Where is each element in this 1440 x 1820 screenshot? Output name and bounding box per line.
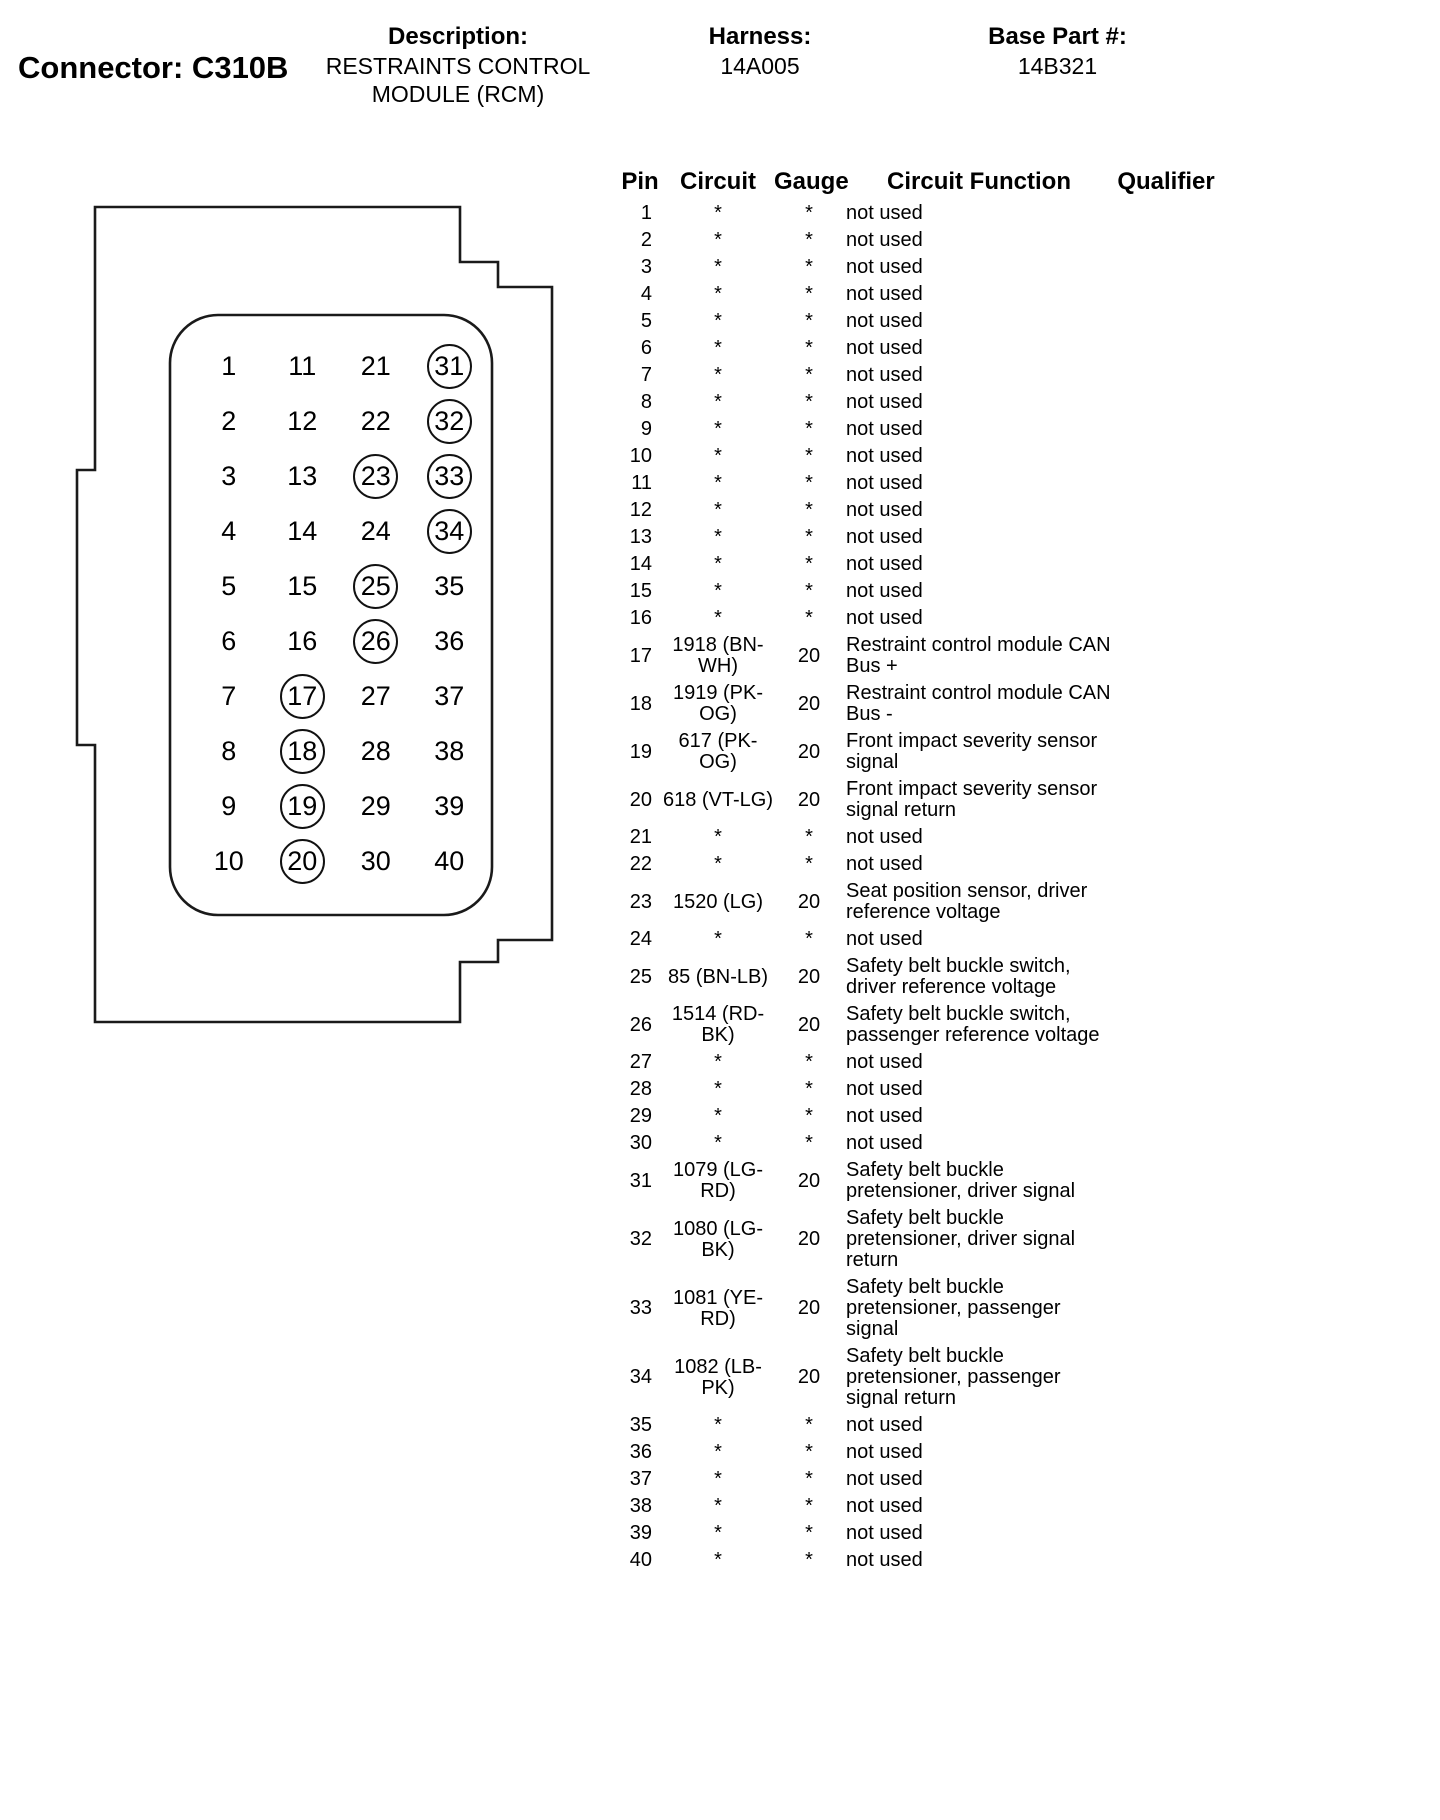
cell-function: Safety belt buckle pretensioner, driver signal	[846, 1159, 1076, 1202]
table-row	[618, 470, 1218, 497]
cell-circuit: *	[714, 826, 722, 848]
cell-gauge: *	[805, 1441, 813, 1463]
cell-gauge: *	[805, 472, 813, 494]
pin-cell	[339, 559, 413, 614]
cell-function: not used	[846, 553, 923, 575]
connector-pin-36: 36	[434, 626, 465, 656]
connector-pin-27: 27	[360, 681, 391, 711]
cell-function: not used	[846, 229, 923, 251]
pin-cell	[339, 779, 413, 834]
connector-pin-1: 1	[221, 351, 237, 381]
table-row	[618, 308, 1218, 335]
connector-pin-25: 25	[353, 564, 398, 609]
cell-pin: 20	[629, 788, 652, 811]
cell-pin: 28	[629, 1078, 652, 1100]
description-label: Description:	[387, 23, 528, 50]
cell-circuit: 617 (PK-OG)	[678, 730, 758, 773]
cell-function: not used	[846, 1468, 923, 1490]
cell-pin: 39	[629, 1522, 652, 1544]
table-row	[618, 281, 1218, 308]
pin-cell	[192, 339, 266, 394]
cell-pin: 8	[640, 391, 652, 413]
cell-gauge: *	[805, 256, 813, 278]
cell-function: not used	[846, 364, 923, 386]
connector-title: Connector: C310B	[18, 50, 289, 85]
cell-gauge: *	[805, 418, 813, 440]
cell-function: not used	[846, 1522, 923, 1544]
cell-function: not used	[846, 853, 923, 875]
table-row	[618, 497, 1218, 524]
connector-pin-10: 10	[213, 846, 244, 876]
table-row	[618, 254, 1218, 281]
cell-pin: 37	[629, 1468, 652, 1490]
pin-cell	[339, 724, 413, 779]
base-part-label: Base Part #:	[988, 23, 1127, 50]
table-row	[618, 1520, 1218, 1547]
table-row	[618, 551, 1218, 578]
harness-block	[660, 22, 860, 80]
pin-cell	[413, 449, 487, 504]
connector-pin-21: 21	[360, 351, 391, 381]
cell-function: Safety belt buckle pretensioner, passenger signal	[846, 1276, 1061, 1340]
cell-gauge: 20	[797, 1169, 821, 1192]
cell-function: Safety belt buckle switch, driver reference voltage	[846, 955, 1071, 998]
table-row	[618, 605, 1218, 632]
connector-pin-40: 40	[434, 846, 465, 876]
connector-pin-38: 38	[434, 736, 465, 766]
cell-function: not used	[846, 1441, 923, 1463]
cell-circuit: *	[714, 472, 722, 494]
connector-pin-18: 18	[280, 729, 325, 774]
cell-circuit: *	[714, 1105, 722, 1127]
connector-pin-23: 23	[353, 454, 398, 499]
connector-pin-8: 8	[221, 736, 237, 766]
connector-pin-24: 24	[360, 516, 391, 546]
harness-label: Harness:	[708, 23, 812, 50]
cell-circuit: *	[714, 1132, 722, 1154]
pin-cell	[192, 669, 266, 724]
cell-gauge: *	[805, 826, 813, 848]
pin-cell	[339, 669, 413, 724]
pin-cell	[266, 724, 340, 779]
cell-gauge: *	[805, 229, 813, 251]
cell-pin: 15	[629, 580, 652, 602]
cell-gauge: *	[805, 1549, 813, 1571]
cell-pin: 33	[629, 1297, 652, 1319]
table-row	[618, 389, 1218, 416]
table-row	[618, 1103, 1218, 1130]
table-row	[618, 824, 1218, 851]
cell-pin: 23	[629, 890, 652, 913]
table-row	[618, 1001, 1218, 1049]
connector-pin-5: 5	[221, 571, 237, 601]
header-circuit: Circuit	[679, 168, 756, 195]
pin-cell	[192, 449, 266, 504]
cell-pin: 30	[629, 1132, 652, 1154]
cell-pin: 22	[629, 853, 652, 875]
cell-circuit: *	[714, 391, 722, 413]
cell-circuit: *	[714, 580, 722, 602]
pin-cell	[266, 559, 340, 614]
cell-circuit: 1514 (RD-BK)	[671, 1003, 765, 1046]
cell-pin: 7	[640, 364, 652, 386]
cell-circuit: *	[714, 337, 722, 359]
cell-circuit: 1520 (LG)	[672, 890, 764, 913]
pin-cell	[192, 504, 266, 559]
pin-cell	[413, 614, 487, 669]
table-row	[618, 926, 1218, 953]
cell-circuit: *	[714, 853, 722, 875]
table-row	[618, 1343, 1218, 1412]
table-row	[618, 776, 1218, 824]
cell-circuit: *	[714, 229, 722, 251]
connector-pin-22: 22	[360, 406, 391, 436]
connector-pin-35: 35	[434, 571, 465, 601]
cell-pin: 14	[629, 553, 652, 575]
cell-function: not used	[846, 1414, 923, 1436]
cell-circuit: *	[714, 1414, 722, 1436]
cell-circuit: 85 (BN-LB)	[667, 965, 769, 988]
pin-cell	[192, 724, 266, 779]
cell-circuit: *	[714, 445, 722, 467]
cell-circuit: 1079 (LG-RD)	[672, 1159, 764, 1202]
cell-pin: 31	[629, 1169, 652, 1192]
cell-gauge: *	[805, 580, 813, 602]
cell-pin: 2	[640, 229, 652, 251]
cell-pin: 6	[640, 337, 652, 359]
cell-gauge: *	[805, 445, 813, 467]
cell-circuit: *	[714, 283, 722, 305]
table-row	[618, 1466, 1218, 1493]
cell-circuit: 1919 (PK-OG)	[672, 682, 764, 725]
connector-pin-20: 20	[280, 839, 325, 884]
table-row	[618, 335, 1218, 362]
cell-function: Front impact severity sensor signal return	[846, 778, 1098, 821]
connector-pin-34: 34	[427, 509, 472, 554]
table-row	[618, 1076, 1218, 1103]
cell-gauge: 20	[797, 965, 821, 988]
pin-cell	[413, 339, 487, 394]
cell-function: not used	[846, 526, 923, 548]
cell-gauge: 20	[797, 740, 821, 763]
cell-function: Safety belt buckle switch, passenger reference voltage	[846, 1003, 1100, 1046]
table-row	[618, 1049, 1218, 1076]
cell-circuit: *	[714, 607, 722, 629]
table-row	[618, 953, 1218, 1001]
table-row	[618, 227, 1218, 254]
cell-function: not used	[846, 472, 923, 494]
cell-circuit: 618 (VT-LG)	[662, 788, 774, 811]
cell-circuit: 1918 (BN-WH)	[672, 634, 764, 677]
cell-pin: 32	[629, 1228, 652, 1250]
connector-pin-11: 11	[288, 351, 317, 381]
cell-gauge: 20	[797, 1228, 821, 1250]
table-row	[618, 1547, 1218, 1574]
pin-cell	[339, 449, 413, 504]
cell-function: not used	[846, 580, 923, 602]
table-row	[618, 632, 1218, 680]
table-row	[618, 416, 1218, 443]
table-row	[618, 1439, 1218, 1466]
cell-gauge: 20	[797, 788, 821, 811]
cell-circuit: *	[714, 1441, 722, 1463]
cell-circuit: *	[714, 364, 722, 386]
harness-value: 14A005	[720, 53, 800, 79]
cell-function: not used	[846, 826, 923, 848]
cell-gauge: *	[805, 1522, 813, 1544]
cell-gauge: *	[805, 1468, 813, 1490]
table-row	[618, 1274, 1218, 1343]
cell-pin: 38	[629, 1495, 652, 1517]
cell-circuit: *	[714, 1549, 722, 1571]
header-circuit-function: Circuit Function	[887, 168, 1071, 195]
pin-cell	[339, 834, 413, 889]
connector-pin-12: 12	[287, 406, 318, 436]
cell-circuit: *	[714, 256, 722, 278]
pin-cell	[192, 559, 266, 614]
cell-function: Restraint control module CAN Bus -	[846, 682, 1111, 725]
description-value: RESTRAINTS CONTROL MODULE (RCM)	[325, 53, 591, 107]
pin-cell	[339, 339, 413, 394]
cell-gauge: *	[805, 526, 813, 548]
cell-gauge: *	[805, 1051, 813, 1073]
cell-function: not used	[846, 310, 923, 332]
connector-pin-16: 16	[287, 626, 318, 656]
cell-pin: 21	[629, 826, 652, 848]
cell-pin: 12	[629, 499, 652, 521]
cell-circuit: *	[714, 1078, 722, 1100]
cell-pin: 16	[629, 607, 652, 629]
pin-cell	[339, 394, 413, 449]
connector-pin-28: 28	[360, 736, 391, 766]
cell-function: not used	[846, 445, 923, 467]
table-row	[618, 524, 1218, 551]
connector-pin-33: 33	[427, 454, 472, 499]
connector-pin-30: 30	[360, 846, 391, 876]
connector-pin-9: 9	[221, 791, 237, 821]
table-row	[618, 578, 1218, 605]
cell-pin: 17	[629, 644, 652, 667]
pin-cell	[413, 394, 487, 449]
cell-pin: 18	[629, 692, 652, 715]
cell-pin: 10	[629, 445, 652, 467]
cell-circuit: *	[714, 1495, 722, 1517]
cell-pin: 40	[629, 1549, 652, 1571]
cell-gauge: *	[805, 1132, 813, 1154]
cell-circuit: *	[714, 928, 722, 950]
cell-gauge: *	[805, 928, 813, 950]
connector-pin-14: 14	[287, 516, 318, 546]
table-row	[618, 362, 1218, 389]
connector-pin-3: 3	[221, 461, 237, 491]
pin-cell	[413, 834, 487, 889]
cell-gauge: 20	[797, 1366, 821, 1388]
cell-circuit: 1082 (LB-PK)	[674, 1355, 762, 1399]
pin-cell	[266, 394, 340, 449]
pin-cell	[339, 614, 413, 669]
cell-pin: 5	[640, 310, 652, 332]
pin-cell	[192, 394, 266, 449]
connector-pin-grid	[170, 315, 492, 915]
table-row	[618, 851, 1218, 878]
cell-function: not used	[846, 928, 923, 950]
pin-table-header	[618, 168, 1218, 196]
cell-function: not used	[846, 283, 923, 305]
connector-pin-19: 19	[280, 784, 325, 829]
cell-gauge: *	[805, 391, 813, 413]
connector-pin-7: 7	[221, 681, 237, 711]
pin-cell	[266, 669, 340, 724]
cell-gauge: *	[805, 607, 813, 629]
connector-pin-39: 39	[434, 791, 465, 821]
table-row	[618, 443, 1218, 470]
cell-circuit: *	[714, 499, 722, 521]
cell-function: not used	[846, 499, 923, 521]
table-row	[618, 1157, 1218, 1205]
connector-pin-13: 13	[287, 461, 318, 491]
pin-cell	[266, 504, 340, 559]
pin-cell	[413, 669, 487, 724]
cell-pin: 13	[629, 526, 652, 548]
cell-gauge: *	[805, 337, 813, 359]
cell-gauge: *	[805, 553, 813, 575]
cell-circuit: *	[714, 1468, 722, 1490]
cell-pin: 1	[640, 202, 652, 224]
table-row	[618, 1412, 1218, 1439]
cell-function: not used	[846, 418, 923, 440]
table-row	[618, 1493, 1218, 1520]
pin-cell	[192, 834, 266, 889]
connector-pin-17: 17	[280, 674, 325, 719]
cell-pin: 34	[629, 1366, 652, 1388]
pin-cell	[192, 779, 266, 834]
cell-circuit: *	[714, 202, 722, 224]
cell-function: not used	[846, 1495, 923, 1517]
cell-function: not used	[846, 202, 923, 224]
pin-cell	[192, 614, 266, 669]
header-qualifier: Qualifier	[1117, 168, 1215, 195]
cell-function: not used	[846, 256, 923, 278]
cell-gauge: *	[805, 202, 813, 224]
cell-circuit: *	[714, 1051, 722, 1073]
cell-gauge: 20	[797, 644, 821, 667]
description-block	[308, 22, 608, 108]
cell-gauge: *	[805, 283, 813, 305]
cell-pin: 4	[640, 283, 652, 305]
connector-pin-15: 15	[287, 571, 318, 601]
table-row	[618, 728, 1218, 776]
pin-cell	[413, 724, 487, 779]
cell-pin: 19	[629, 740, 652, 763]
cell-function: Safety belt buckle pretensioner, driver signal return	[846, 1207, 1076, 1271]
cell-function: Front impact severity sensor signal	[846, 730, 1098, 773]
pin-cell	[413, 559, 487, 614]
header-gauge: Gauge	[774, 168, 849, 195]
cell-pin: 3	[640, 256, 652, 278]
connector-pin-6: 6	[221, 626, 237, 656]
cell-function: Seat position sensor, driver reference voltage	[846, 880, 1088, 923]
cell-gauge: *	[805, 1105, 813, 1127]
cell-pin: 27	[629, 1051, 652, 1073]
cell-function: not used	[846, 337, 923, 359]
cell-gauge: 20	[797, 692, 821, 715]
cell-pin: 24	[629, 928, 652, 950]
pin-table-body	[618, 200, 1218, 1574]
cell-circuit: 1080 (LG-BK)	[672, 1217, 764, 1261]
base-part-block	[950, 22, 1165, 80]
cell-gauge: *	[805, 1495, 813, 1517]
cell-pin: 26	[629, 1013, 652, 1036]
base-part-value: 14B321	[1017, 53, 1098, 79]
connector-pin-29: 29	[360, 791, 391, 821]
cell-function: not used	[846, 1078, 923, 1100]
header-pin: Pin	[621, 168, 659, 195]
cell-gauge: 20	[797, 1297, 821, 1319]
pin-cell	[413, 779, 487, 834]
pin-cell	[266, 339, 340, 394]
cell-gauge: 20	[797, 890, 821, 913]
cell-function: Safety belt buckle pretensioner, passenger signal return	[846, 1345, 1061, 1409]
cell-gauge: 20	[797, 1013, 821, 1036]
cell-function: Restraint control module CAN Bus +	[846, 634, 1111, 677]
cell-circuit: *	[714, 553, 722, 575]
cell-function: not used	[846, 607, 923, 629]
cell-gauge: *	[805, 310, 813, 332]
cell-gauge: *	[805, 364, 813, 386]
cell-circuit: *	[714, 310, 722, 332]
connector-pin-2: 2	[221, 406, 237, 436]
cell-function: not used	[846, 1132, 923, 1154]
cell-circuit: 1081 (YE-RD)	[672, 1286, 764, 1330]
cell-gauge: *	[805, 1414, 813, 1436]
cell-pin: 29	[629, 1105, 652, 1127]
pin-cell	[266, 449, 340, 504]
cell-pin: 36	[629, 1441, 652, 1463]
cell-function: not used	[846, 1051, 923, 1073]
cell-gauge: *	[805, 853, 813, 875]
pin-cell	[266, 779, 340, 834]
cell-function: not used	[846, 391, 923, 413]
cell-function: not used	[846, 1549, 923, 1571]
table-row	[618, 680, 1218, 728]
pin-cell	[266, 834, 340, 889]
pin-cell	[413, 504, 487, 559]
cell-circuit: *	[714, 1522, 722, 1544]
table-row	[618, 1205, 1218, 1274]
connector-pin-37: 37	[434, 681, 465, 711]
connector-pin-26: 26	[353, 619, 398, 664]
table-row	[618, 1130, 1218, 1157]
connector-pin-4: 4	[221, 516, 237, 546]
connector-pin-31: 31	[427, 344, 472, 389]
cell-pin: 9	[640, 418, 652, 440]
connector-pin-32: 32	[427, 399, 472, 444]
cell-pin: 25	[629, 965, 652, 988]
cell-pin: 11	[631, 472, 652, 494]
pin-cell	[266, 614, 340, 669]
cell-gauge: *	[805, 1078, 813, 1100]
table-row	[618, 878, 1218, 926]
cell-pin: 35	[629, 1414, 652, 1436]
cell-function: not used	[846, 1105, 923, 1127]
cell-gauge: *	[805, 499, 813, 521]
cell-circuit: *	[714, 418, 722, 440]
pin-cell	[339, 504, 413, 559]
table-row	[618, 200, 1218, 227]
cell-circuit: *	[714, 526, 722, 548]
